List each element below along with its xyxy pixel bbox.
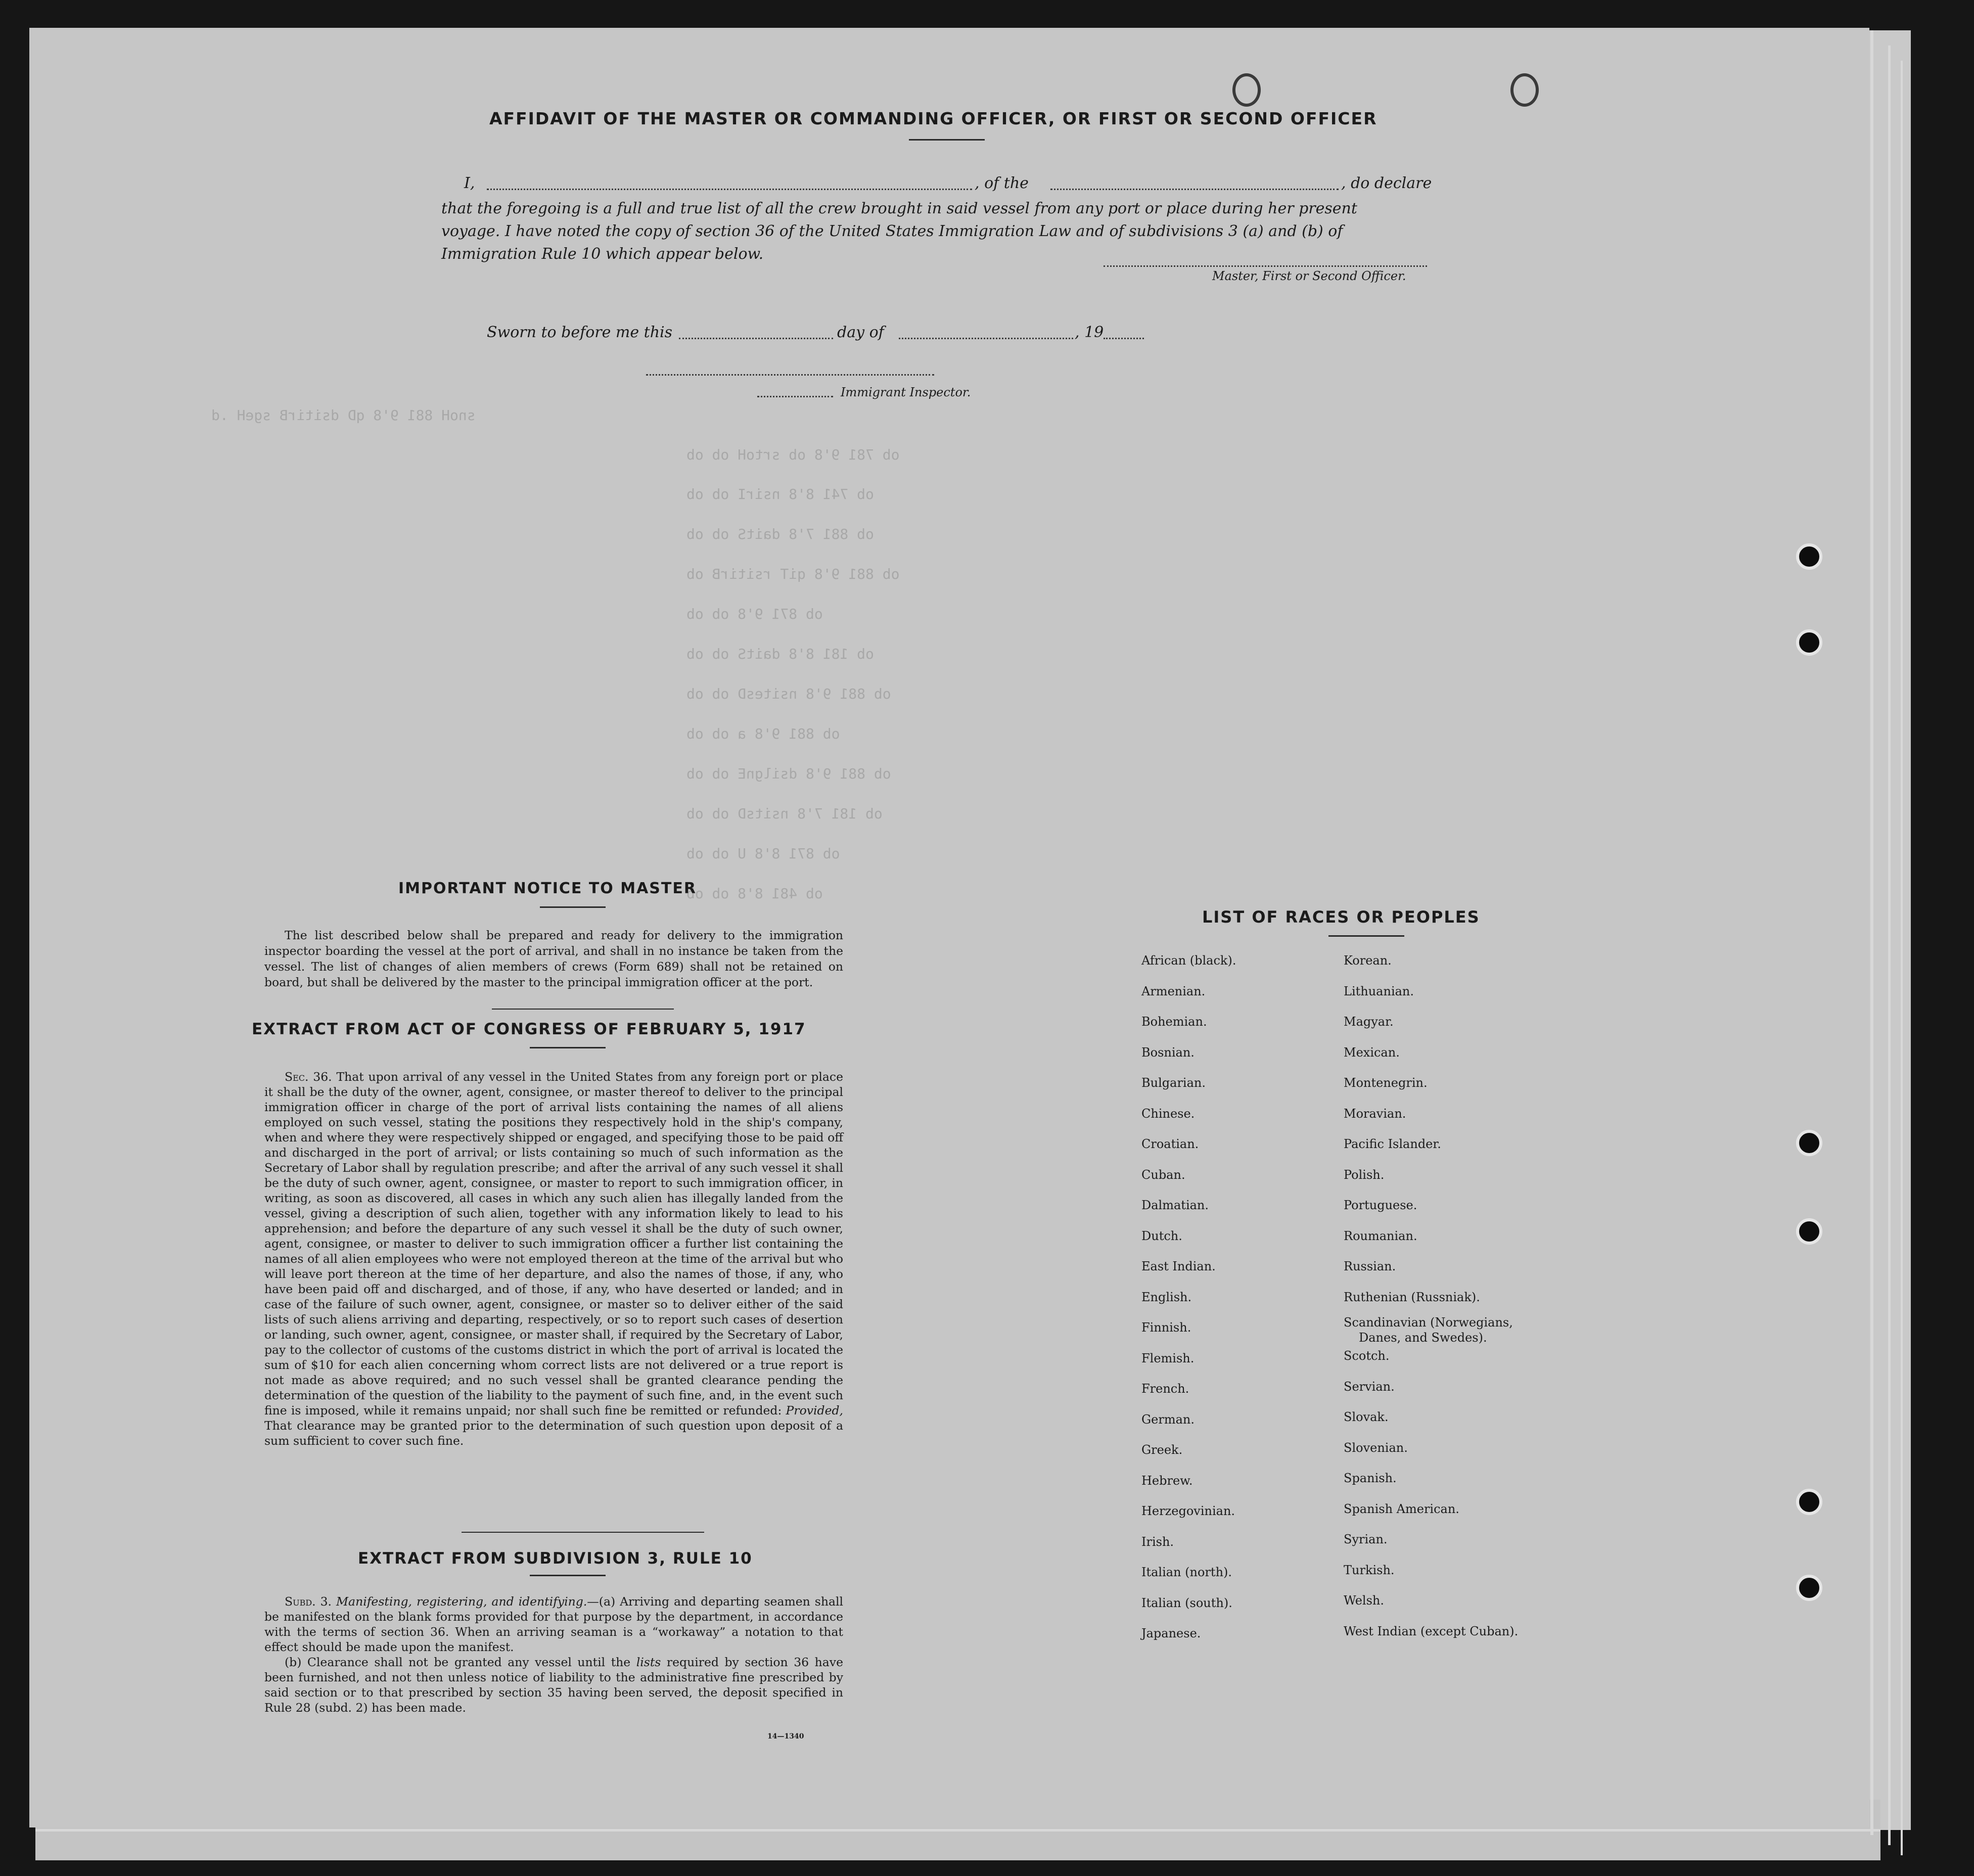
race-item-continued: Danes, and Swedes). [1359, 1331, 1487, 1345]
race-item: Italian (north). [1141, 1565, 1232, 1579]
binder-hole [1796, 629, 1822, 656]
ghost-row: ob 741 8'8 nsirI ob ob [686, 486, 874, 502]
ghost-row: ob 881 9'8 a ob ob [686, 725, 840, 742]
act-title-rule [530, 1047, 606, 1048]
notice-title: IMPORTANT NOTICE TO MASTER [398, 880, 697, 897]
race-item: Moravian. [1344, 1107, 1406, 1121]
notice-title-rule [540, 906, 606, 908]
affidavit-title: AFFIDAVIT OF THE MASTER OR COMMANDING OFFICER, OR FIRST OR SECOND OFFICER [489, 109, 1378, 128]
ghost-row: ob 881 7'8 daitS ob ob [686, 526, 874, 542]
race-item: French. [1141, 1382, 1189, 1396]
rule-para-b-lists: lists [636, 1655, 661, 1669]
race-item: Servian. [1344, 1380, 1395, 1394]
rule-para-b-prefix: (b) Clearance shall not be granted any vessel until the [285, 1655, 631, 1669]
form-code: 14—1340 [767, 1732, 804, 1741]
act-divider [462, 1532, 704, 1533]
race-item: Bosnian. [1141, 1045, 1195, 1060]
race-item: Dalmatian. [1141, 1198, 1209, 1212]
inspector-caption-line [757, 396, 833, 397]
race-item: Russian. [1344, 1259, 1396, 1273]
race-item: Mexican. [1344, 1045, 1400, 1060]
affidavit-title-rule [909, 139, 985, 141]
race-item: Armenian. [1141, 984, 1206, 998]
affidavit-declare: , do declare [1341, 174, 1432, 192]
ghost-row: ob 881 9'8 dsilgnE ob ob [686, 765, 891, 782]
race-item: Roumanian. [1344, 1229, 1417, 1243]
race-item: Cuban. [1141, 1168, 1185, 1182]
race-item: Irish. [1141, 1535, 1174, 1549]
page-edge-right-3 [1901, 61, 1903, 1855]
race-item: Portuguese. [1344, 1198, 1417, 1212]
notice-body [264, 928, 843, 990]
manifest-sheet [29, 28, 1869, 1827]
inspector-signature-line [646, 374, 934, 376]
race-item: Turkish. [1344, 1563, 1395, 1577]
notice-divider [492, 1009, 674, 1010]
binder-hole [1796, 1218, 1822, 1245]
inspector-caption: Immigrant Inspector. [841, 385, 971, 399]
act-section-text: That upon arrival of any vessel in the United States from any foreign port or place it shall be the duty of the owner, agent, consignee, or master thereof to deliver to the principal immigration officer in charge of the port of arrival lists containing the names of all aliens employed on such vessel, stating the positions they respectively hold in the ship's company, when and where they were respectively shipped or engaged, and specifying those to be paid off and discharged in the port of arrival; or lists containing so much of such information as the Secretary of Labor shall by regulation prescribe; and after the arrival of any such vessel it shall be the duty of such owner, agent, consignee, or master to report to such immigration officer, in writing, as soon as discovered, all cases in which any such alien has illegally landed from the vessel, giving a description of such alien, together with any information likely to lead to his apprehension; and before the departure of any such vessel it shall be the duty of such owner, agent, consignee, or master to deliver to such immigration officer a further list containing the names of all alien employees who were not employed thereon at the time of the arrival but who will leave port thereon at the time of her departure, and also the names of those, if any, who have been paid off and discharged, and of those, if any, who have deserted or landed; and in case of the failure of such owner, agent, consignee, or master so to deliver either of the said lists of such aliens arriving and departing, respectively, or so to report such cases of desertion or landing, such owner, agent, consignee, or master shall, if required by the Secretary of Labor, pay to the collector of customs of the customs district in which the port of arrival is located the sum of $10 for each alien concerning whom correct lists are not delivered or a true report is not made as above required; and no such vessel shall be granted clearance pending the determination of the question of the liability to the payment of such fine, and, in the event such fine is imposed, while it remains unpaid; nor shall such fine be remitted or refunded: [264, 1070, 843, 1417]
race-item: Magyar. [1344, 1015, 1394, 1029]
vessel-field-line [1050, 189, 1339, 190]
sworn-prefix: Sworn to before me this [487, 324, 673, 341]
name-field-line [487, 189, 972, 190]
race-item: Bulgarian. [1141, 1076, 1206, 1090]
race-item: English. [1141, 1290, 1192, 1304]
ghost-row: ob 481 8'8 ob ob [686, 885, 823, 902]
sworn-year: , 19 [1075, 324, 1104, 341]
affidavit-i: I, [464, 174, 475, 192]
race-item: Croatian. [1141, 1137, 1199, 1151]
rule-extract-title: EXTRACT FROM SUBDIVISION 3, RULE 10 [358, 1549, 753, 1568]
affidavit-line-2: that the foregoing is a full and true list of all the crew brought in said vessel from any port or place during her present [441, 200, 1357, 217]
race-item: West Indian (except Cuban). [1344, 1624, 1519, 1638]
race-item: Spanish American. [1344, 1502, 1459, 1516]
act-section-paragraph [264, 1069, 843, 1448]
ghost-row: ob 781 9'8 ob srtoH ob ob [686, 446, 900, 463]
race-item: Dutch. [1141, 1229, 1182, 1243]
ghost-row: ob 881 9'8 qiT rsitirB ob [686, 566, 900, 582]
race-item: Polish. [1344, 1168, 1385, 1182]
binder-hole-open [1510, 73, 1539, 107]
act-extract-title: EXTRACT FROM ACT OF CONGRESS OF FEBRUARY 5, 1917 [252, 1020, 806, 1038]
race-item: Italian (south). [1141, 1596, 1232, 1610]
sworn-month-line [899, 338, 1073, 339]
ghost-row: ob 871 8'8 U ob ob [686, 845, 840, 862]
race-item: Lithuanian. [1344, 984, 1414, 998]
sworn-day-of: day of [837, 324, 884, 341]
race-item: Chinese. [1141, 1107, 1195, 1121]
race-item: Japanese. [1141, 1626, 1201, 1640]
race-item: Pacific Islander. [1344, 1137, 1441, 1151]
race-item: Slovenian. [1344, 1441, 1408, 1455]
act-proviso-text: That clearance may be granted prior to the determination of such question upon deposit of a sum sufficient to cover such fine. [264, 1419, 843, 1448]
affidavit-of-the: , of the [975, 174, 1029, 192]
race-item: Hebrew. [1141, 1474, 1193, 1488]
rule-title-rule [530, 1575, 606, 1576]
rule-subd-heading: Manifesting, registering, and identifying. [336, 1594, 587, 1609]
race-item: Herzegovinian. [1141, 1504, 1235, 1518]
act-proviso-label: Provided, [786, 1403, 843, 1417]
rule-para-a-text: —(a) Arriving and departing seamen shall be manifested on the blank forms provided for that purpose by the department, in accordance with the terms of section 36. When an arriving seaman is a “workaway” a notation to that effect should be made upon the manifest. [264, 1594, 843, 1654]
race-item: Finnish. [1141, 1320, 1191, 1335]
ghost-row: snoH 881 9'8 qD dsitirB sgeH .d [211, 407, 476, 424]
races-title: LIST OF RACES OR PEOPLES [1202, 907, 1480, 927]
ghost-row: ob 871 9'8 ob ob [686, 606, 823, 622]
races-title-rule [1328, 935, 1404, 937]
binder-hole [1796, 1130, 1822, 1156]
binder-hole-open [1232, 73, 1261, 107]
ghost-row: ob 881 9'8 nsitesD ob ob [686, 685, 891, 702]
notice-paragraph: The list described below shall be prepared and ready for delivery to the immigration inspector boarding the vessel at the port of arrival, and shall in no instance be taken from the vessel. The list of changes of alien members of crews (Form 689) shall not be retained on board, but shall be delivered by the master to the principal immigration officer at the port. [264, 928, 843, 989]
race-item: Syrian. [1344, 1532, 1388, 1546]
signature-caption: Master, First or Second Officer. [1212, 269, 1406, 283]
race-item: Spanish. [1344, 1471, 1397, 1485]
race-item: Montenegrin. [1344, 1076, 1428, 1090]
rule-paragraph-a [264, 1594, 843, 1655]
act-extract-body [264, 1069, 843, 1448]
ghost-row: ob 181 8'8 daitS ob ob [686, 646, 874, 662]
sworn-year-line [1104, 338, 1144, 339]
race-item: Ruthenian (Russniak). [1344, 1290, 1480, 1304]
ghost-row: ob 181 7'8 nsitsD ob ob [686, 805, 883, 822]
sworn-day-line [679, 338, 833, 339]
page-edge-bottom [35, 1829, 1880, 1832]
binder-hole [1796, 1489, 1822, 1515]
rule-para-b-rest: required by section 36 have been furnished, and not then unless notice of liability to the administrative fine prescribed by said section or to that prescribed by section 35 having been served, the deposit specified in Rule 28 (subd. 2) has been made. [264, 1655, 843, 1715]
binder-hole [1796, 543, 1822, 570]
page-edge-right-1 [1870, 30, 1873, 1835]
affidavit-line-3: voyage. I have noted the copy of section 36 of the United States Immigration Law and of subdivisions 3 (a) and (b) of [441, 222, 1343, 240]
race-item: Bohemian. [1141, 1015, 1207, 1029]
race-item: Slovak. [1344, 1410, 1389, 1424]
signature-line [1104, 265, 1427, 267]
race-item: African (black). [1141, 953, 1236, 968]
race-item: German. [1141, 1412, 1195, 1427]
race-item: Greek. [1141, 1443, 1183, 1457]
rule-extract-body [264, 1594, 843, 1715]
race-item: Flemish. [1141, 1351, 1195, 1365]
race-item: East Indian. [1141, 1259, 1216, 1273]
race-item: Korean. [1344, 953, 1392, 968]
race-item: Scandinavian (Norwegians, [1344, 1315, 1513, 1330]
act-section-label: Sec. 36. [285, 1070, 332, 1084]
race-item: Scotch. [1344, 1349, 1390, 1363]
race-item: Welsh. [1344, 1593, 1384, 1608]
affidavit-line-4: Immigration Rule 10 which appear below. [441, 245, 764, 263]
rule-paragraph-b [264, 1655, 843, 1715]
binder-hole [1796, 1575, 1822, 1601]
rule-subd-label: Subd. 3. [285, 1594, 332, 1609]
page-edge-right-2 [1888, 45, 1891, 1845]
